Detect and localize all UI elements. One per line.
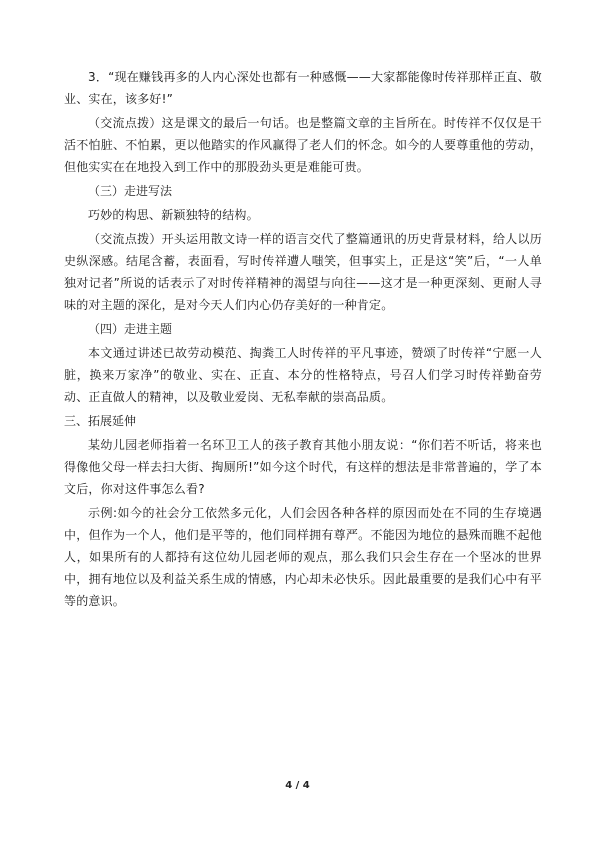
paragraph-discussion-2: （交流点拨）开头运用散文诗一样的语言交代了整篇通讯的历史背景材料，给人以历史纵深感。结尾含蓄，表面看，写时传祥遭人嗤笑，但事实上，正是这“笑”后，“一人单独对记者”所说的话表示了对时传祥精神的渴望与向往——这才是一种更深刻、更耐人寻味的对主题的深化，是对今天人们内心仍存美好的一种肯定。	[64, 232, 542, 312]
heading-extension: 三、拓展延伸	[64, 414, 137, 428]
document-body	[64, 66, 542, 614]
paragraph-theme: 本文通过讲述已故劳动模范、掏粪工人时传祥的平凡事迹，赞颂了时传祥“宁愿一人脏，换来万家净”的敬业、实在、正直、本分的性格特点，号召人们学习时传祥勤奋劳动、正直做人的精神，以及敬业爱岗、无私奉献的崇高品质。	[64, 346, 542, 404]
paragraph-question: 某幼儿园老师指着一名环卫工人的孩子教育其他小朋友说：“你们若不听话，将来也得像他父母一样去扫大街、掏厕所!”如今这个时代，有这样的想法是非常普遍的，学了本文后，你对这件事怎么看?	[64, 438, 542, 496]
paragraph-quote-3: 3．“现在赚钱再多的人内心深处也都有一种感慨——大家都能像时传祥那样正直、敬业、实在，该多好!”	[64, 70, 542, 106]
paragraph-example-answer: 示例:如今的社会分工依然多元化，人们会因各种各样的原因而处在不同的生存境遇中，但作为一个人，他们是平等的，他们同样拥有尊严。不能因为地位的悬殊而瞧不起他人，如果所有的人都持有这位幼儿园老师的观点，那么我们只会生存在一个坚冰的世界中，拥有地位以及利益关系生成的情感，内心却未必快乐。因此最重要的是我们心中有平等的意识。	[64, 506, 542, 608]
heading-writing-method: （三）走进写法	[88, 184, 173, 198]
paragraph-structure: 巧妙的构思、新颖独特的结构。	[88, 208, 259, 222]
paragraph-discussion-1: （交流点拨）这是课文的最后一句话。也是整篇文章的主旨所在。时传祥不仅仅是干活不怕脏、不怕累，更以他踏实的作风赢得了老人们的怀念。如今的人要尊重他的劳动，但他实实在在地投入到工作中的那股劲头更是难能可贵。	[64, 116, 542, 174]
heading-theme: （四）走进主题	[88, 322, 173, 336]
page-number: 4 / 4	[285, 780, 310, 791]
